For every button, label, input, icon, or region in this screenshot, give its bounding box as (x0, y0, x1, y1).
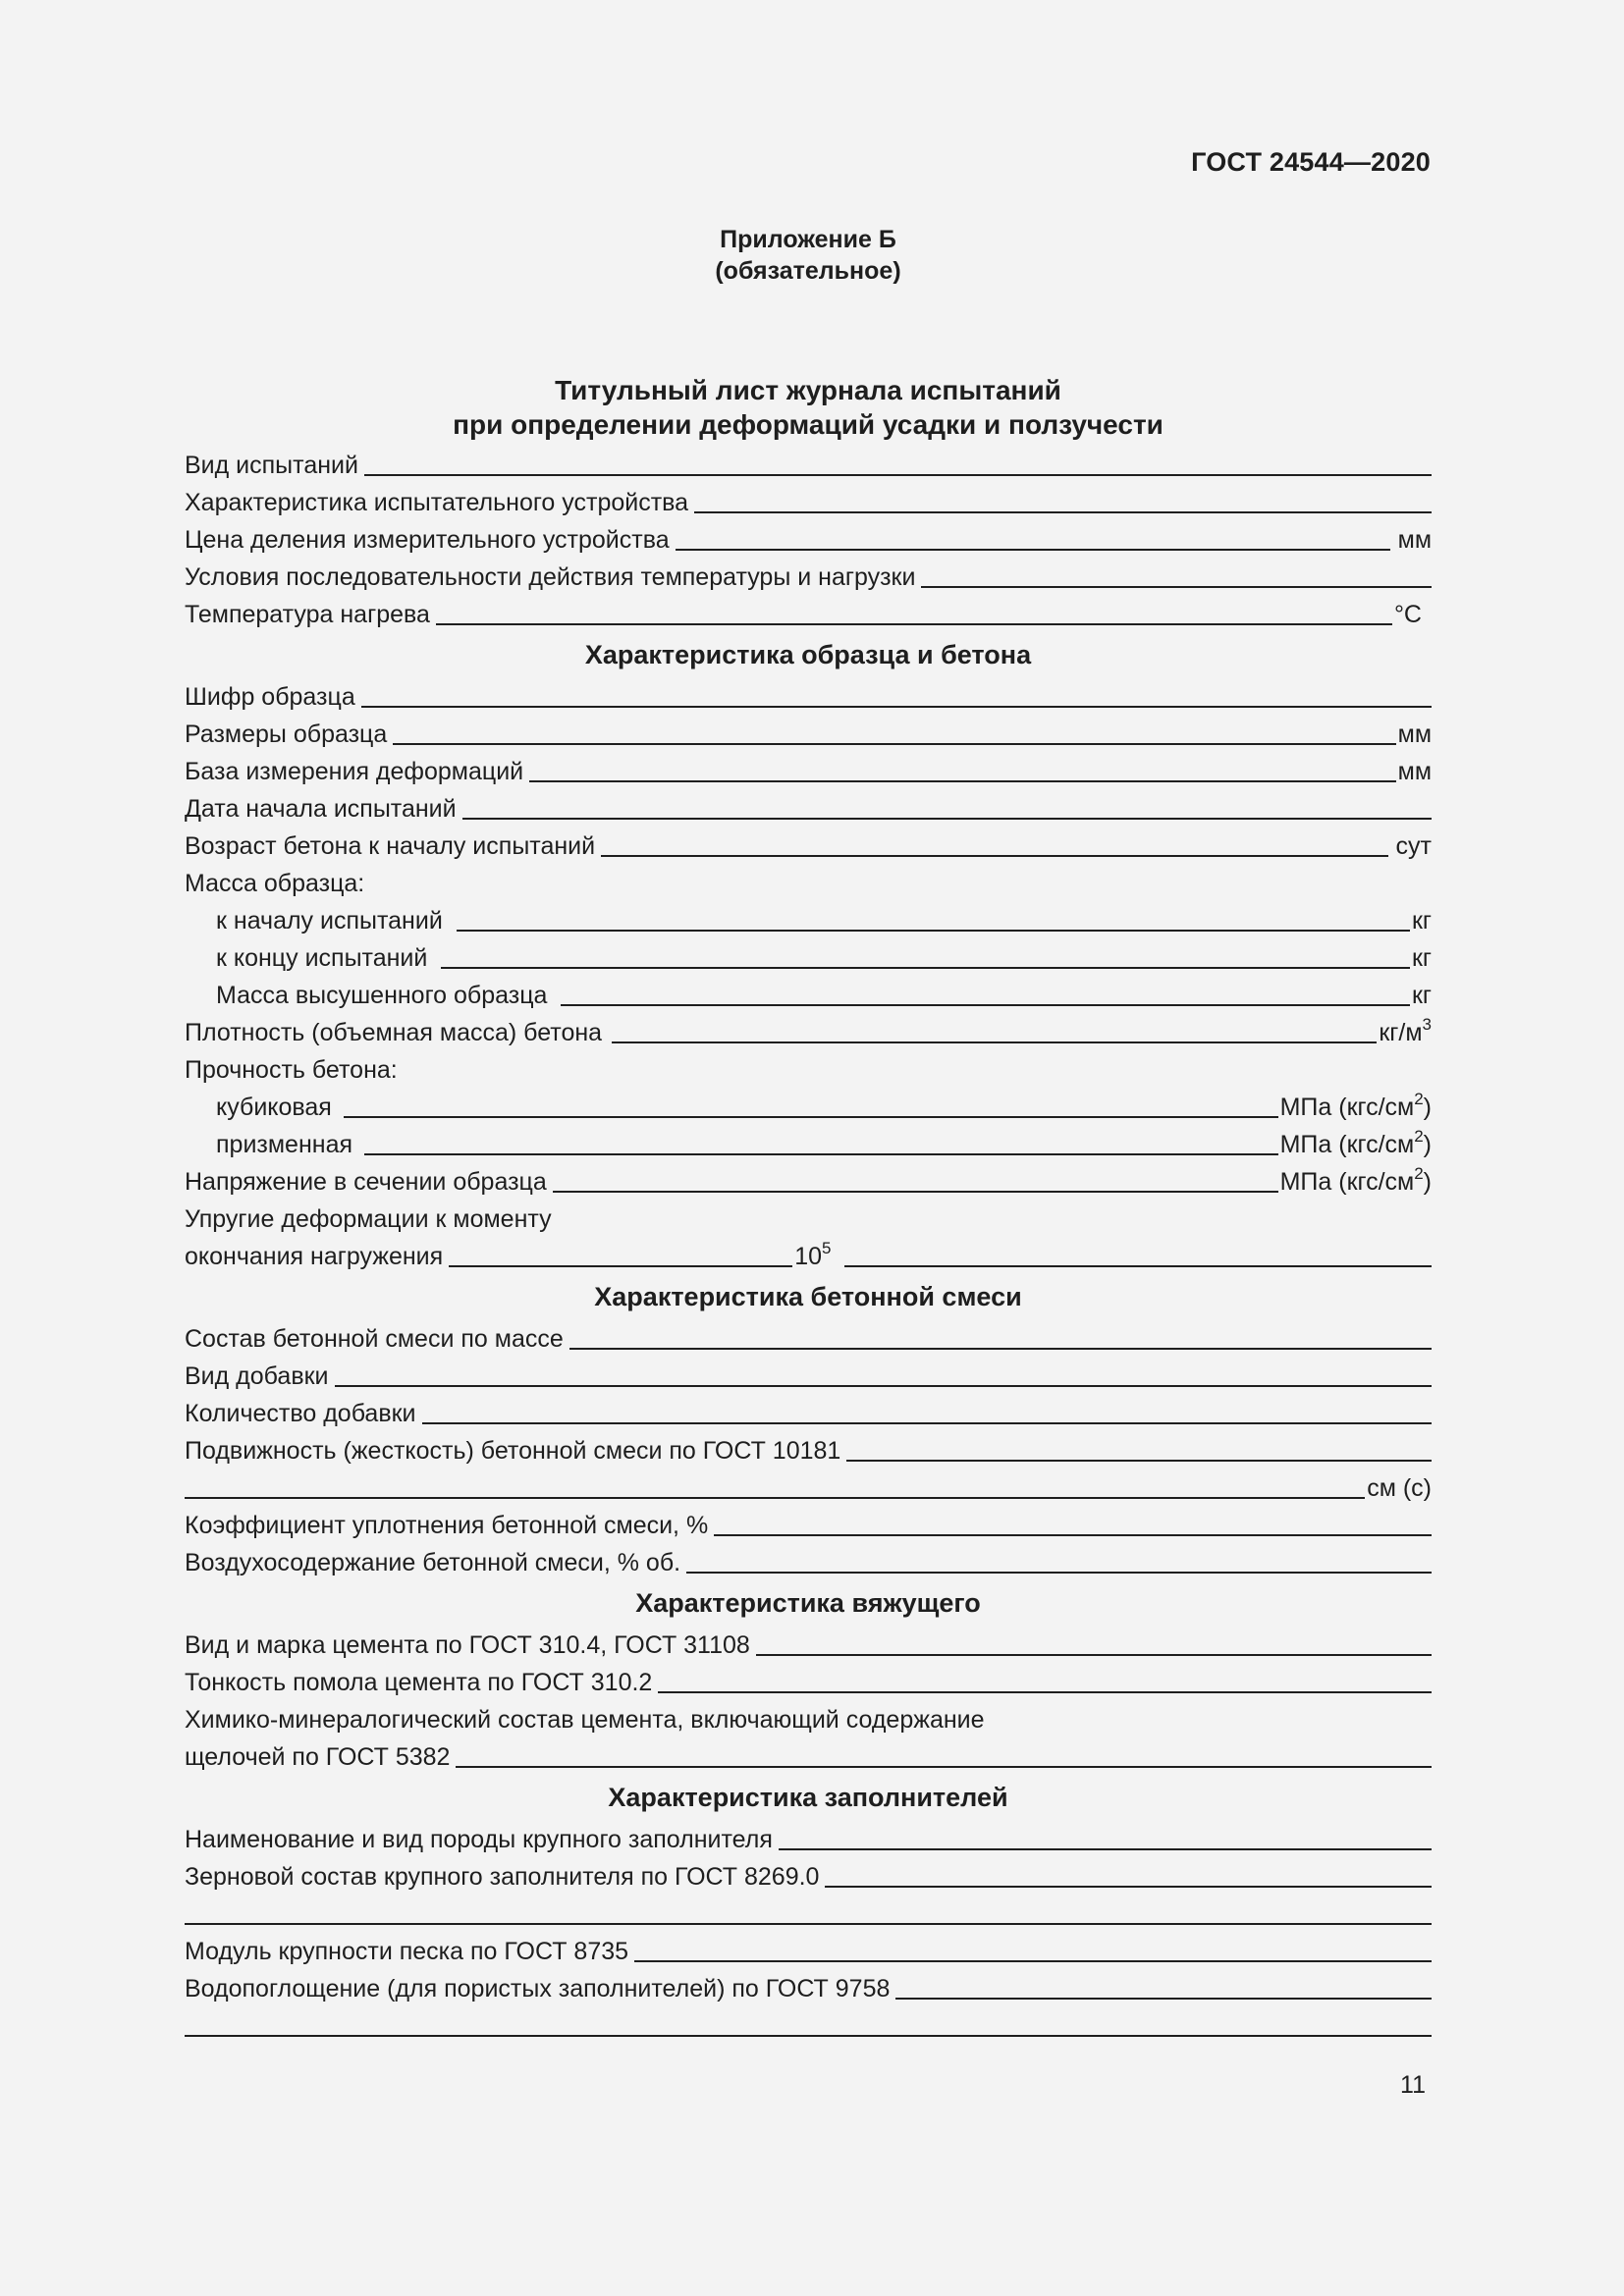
field-additive-amount (185, 1391, 1432, 1428)
field-label: Возраст бетона к началу испытаний (185, 832, 596, 860)
section-heading-aggregates: Характеристика заполнителей (608, 1783, 1008, 1812)
section-heading-sample: Характеристика образца и бетона (584, 640, 1032, 669)
field-label: Характеристика испытательного устройства (185, 489, 689, 516)
fill-line[interactable] (714, 1533, 1432, 1536)
fill-line[interactable] (601, 854, 1387, 857)
fill-line[interactable] (634, 1959, 1432, 1962)
field-label: Водопоглощение (для пористых заполнителей) по ГОСТ 9758 (185, 1975, 891, 2002)
test-log-form (185, 443, 1432, 2041)
field-absorption (185, 1966, 1432, 2003)
fill-line[interactable] (344, 1115, 1278, 1118)
form-title-line1: Титульный лист журнала испытаний (555, 375, 1061, 405)
field-label: База измерения деформаций (185, 758, 524, 785)
fill-line[interactable] (676, 548, 1390, 551)
unit-label: $кг/м^3$ (1379, 1014, 1432, 1046)
field-sample-dimensions (185, 712, 1432, 749)
fill-line[interactable] (441, 966, 1410, 969)
fill-line[interactable] (364, 1152, 1278, 1155)
field-concrete-age (185, 824, 1432, 861)
fill-line[interactable] (335, 1384, 1433, 1387)
appendix-title: Приложение Б (720, 226, 896, 253)
field-strength-cubic (185, 1085, 1432, 1122)
field-label: Коэффициент уплотнения бетонной смеси, % (185, 1512, 709, 1539)
fill-line[interactable] (422, 1421, 1432, 1424)
unit-label: °С (1393, 601, 1422, 628)
field-label: Вид и марка цемента по ГОСТ 310.4, ГОСТ 31108 (185, 1631, 750, 1659)
field-label: Воздухосодержание бетонной смеси, % об. (185, 1549, 681, 1576)
field-label: к началу испытаний (216, 907, 443, 934)
field-label: щелочей по ГОСТ 5382 (185, 1743, 451, 1771)
field-label: кубиковая (216, 1094, 332, 1121)
fill-line[interactable] (185, 2034, 1432, 2037)
unit-label: мм (1397, 721, 1432, 748)
field-label: Напряжение в сечении образца (185, 1168, 547, 1196)
field-coarse-grading (185, 1854, 1432, 1892)
unit-label: мм (1397, 526, 1432, 554)
field-measurement-base (185, 749, 1432, 786)
field-label: Модуль крупности песка по ГОСТ 8735 (185, 1938, 629, 1965)
field-sand-modulus (185, 1929, 1432, 1966)
fill-line[interactable] (694, 510, 1432, 513)
fill-line[interactable] (364, 473, 1432, 476)
fill-line[interactable] (658, 1690, 1432, 1693)
field-density (185, 1010, 1432, 1047)
field-label: Масса высушенного образца (216, 982, 548, 1009)
fill-line[interactable] (553, 1190, 1278, 1193)
field-mass-heading (185, 861, 1432, 898)
field-label: окончания нагружения (185, 1243, 444, 1270)
field-mass-start (185, 898, 1432, 935)
fill-line[interactable] (393, 742, 1395, 745)
field-mix-composition (185, 1316, 1432, 1354)
field-label: Шифр образца (185, 683, 355, 711)
field-cement-fineness (185, 1660, 1432, 1697)
field-mass-end (185, 935, 1432, 973)
fill-line[interactable] (756, 1653, 1432, 1656)
field-heating-temp (185, 592, 1432, 629)
field-label: Зерновой состав крупного заполнителя по ГОСТ 8269.0 (185, 1863, 820, 1891)
field-coarse-grading-cont (185, 1892, 1432, 1929)
field-workability (185, 1428, 1432, 1466)
field-strength-heading (185, 1047, 1432, 1085)
field-test-type (185, 443, 1432, 480)
field-chem-line1 (185, 1697, 1432, 1735)
field-label: Химико-минералогический состав цемента, включающий содержание (185, 1706, 985, 1734)
field-label: Состав бетонной смеси по массе (185, 1325, 564, 1353)
fill-line[interactable] (846, 1459, 1432, 1462)
fill-line[interactable] (825, 1885, 1432, 1888)
unit-label: МПа $(кгс/см^2)$ (1279, 1089, 1432, 1121)
unit-label: МПа $(кгс/см^2)$ (1279, 1163, 1432, 1196)
unit-label: кг (1411, 982, 1432, 1009)
field-workability-cont (185, 1466, 1432, 1503)
field-label: Вид испытаний (185, 452, 358, 479)
unit-label: кг (1411, 944, 1432, 972)
fill-line[interactable] (185, 1922, 1432, 1925)
fill-line[interactable] (561, 1003, 1409, 1006)
field-label: к концу испытаний (216, 944, 428, 972)
section-heading-mix: Характеристика бетонной смеси (594, 1282, 1022, 1311)
field-start-date (185, 786, 1432, 824)
field-compaction (185, 1503, 1432, 1540)
fill-line[interactable] (686, 1571, 1432, 1574)
fill-line[interactable] (457, 929, 1410, 932)
unit-label: сут (1395, 832, 1432, 860)
field-label: призменная (216, 1131, 353, 1158)
appendix-status: (обязательное) (715, 257, 901, 285)
fill-line[interactable] (569, 1347, 1432, 1350)
field-label: Размеры образца (185, 721, 388, 748)
field-label: Тонкость помола цемента по ГОСТ 310.2 (185, 1669, 653, 1696)
field-strength-prism (185, 1122, 1432, 1159)
fill-line[interactable] (436, 622, 1392, 625)
field-label: Температура нагрева (185, 601, 430, 628)
field-coarse-name (185, 1817, 1432, 1854)
unit-label: кг (1411, 907, 1432, 934)
field-label: Цена деления измерительного устройства (185, 526, 670, 554)
fill-line[interactable] (895, 1997, 1432, 2000)
field-absorption-cont (185, 2003, 1432, 2041)
fill-line[interactable] (844, 1264, 1432, 1267)
page-number: 11 (1400, 2071, 1426, 2099)
form-title-line2: при определении деформаций усадки и ползучести (453, 409, 1164, 440)
fill-line[interactable] (449, 1264, 792, 1267)
field-label: Вид добавки (185, 1362, 329, 1390)
field-label: Наименование и вид породы крупного заполнителя (185, 1826, 773, 1853)
field-label: Подвижность (жесткость) бетонной смеси по ГОСТ 10181 (185, 1437, 841, 1465)
section-heading-binder: Характеристика вяжущего (635, 1588, 981, 1618)
field-label: Прочность бетона: (185, 1056, 398, 1084)
fill-line[interactable] (456, 1765, 1432, 1768)
field-label: Условия последовательности действия температуры и нагрузки (185, 563, 916, 591)
multiplier-label: $10^5$ (794, 1238, 832, 1270)
field-label: Количество добавки (185, 1400, 416, 1427)
form-title (185, 373, 1432, 442)
standard-number: ГОСТ 24544—2020 (1191, 147, 1431, 177)
unit-label: МПа $(кгс/см^2)$ (1279, 1126, 1432, 1158)
field-sample-code (185, 674, 1432, 712)
field-conditions (185, 555, 1432, 592)
field-chem-line2 (185, 1735, 1432, 1772)
fill-line[interactable] (361, 705, 1432, 708)
field-label: Масса образца: (185, 870, 365, 897)
fill-line[interactable] (779, 1847, 1432, 1850)
unit-label: см (с) (1367, 1474, 1432, 1502)
field-additive-type (185, 1354, 1432, 1391)
field-elastic-line2 (185, 1234, 1432, 1271)
field-division (185, 517, 1432, 555)
field-stress (185, 1159, 1432, 1197)
fill-line[interactable] (185, 1496, 1365, 1499)
fill-line[interactable] (921, 585, 1432, 588)
appendix-header (185, 224, 1432, 287)
fill-line[interactable] (462, 817, 1432, 820)
field-label: Упругие деформации к моменту (185, 1205, 552, 1233)
unit-label: мм (1397, 758, 1432, 785)
field-cement-type (185, 1623, 1432, 1660)
field-label: Плотность (объемная масса) бетона (185, 1019, 603, 1046)
fill-line[interactable] (612, 1041, 1377, 1043)
field-mass-dried (185, 973, 1432, 1010)
fill-line[interactable] (529, 779, 1395, 782)
field-device-char (185, 480, 1432, 517)
field-label: Дата начала испытаний (185, 795, 457, 823)
field-elastic-line1 (185, 1197, 1432, 1234)
field-air-content (185, 1540, 1432, 1577)
